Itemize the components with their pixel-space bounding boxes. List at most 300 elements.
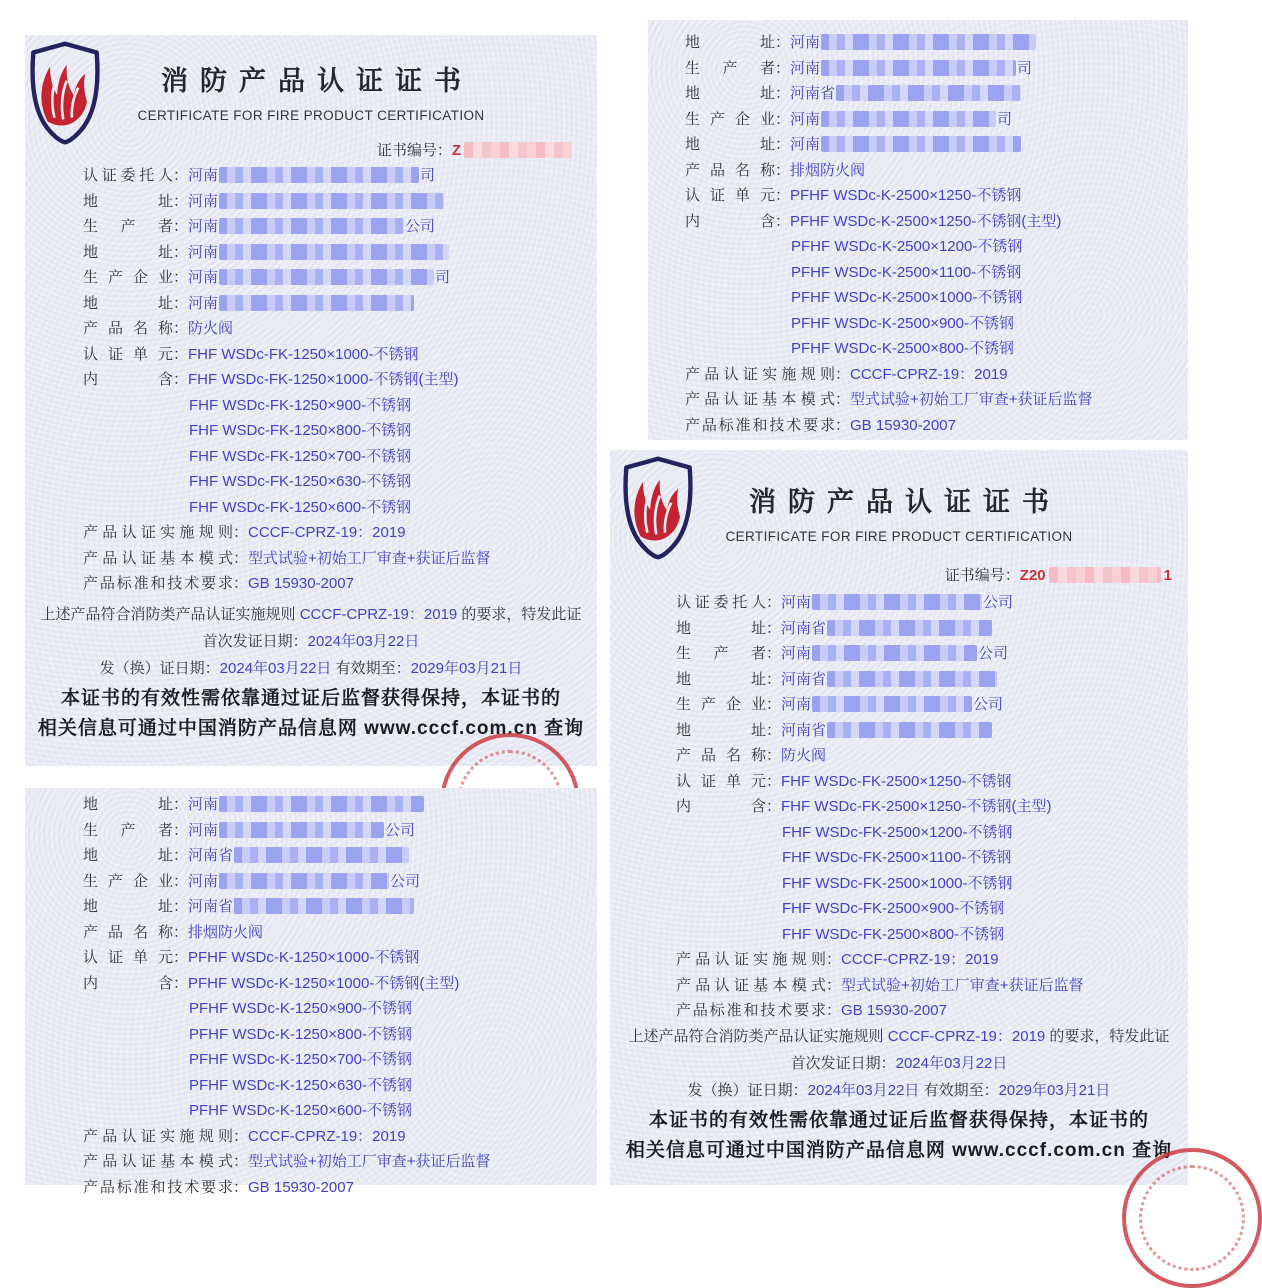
field-label: 地址	[83, 898, 173, 915]
field-value	[188, 796, 425, 813]
field-value	[850, 366, 1008, 383]
statement-line	[610, 1028, 1188, 1046]
certificate-fields	[685, 34, 1188, 434]
redaction-block	[836, 85, 1021, 101]
footer-text: 本证书的有效性需依靠通过证后监督获得保持，本证书的	[60, 688, 561, 709]
redaction-block	[827, 671, 997, 687]
value-text: PFHF WSDc-K-2500×1250-不锈钢(主型)	[790, 212, 1062, 230]
value-text: FHF WSDc-FK-1250×700-不锈钢	[189, 447, 412, 465]
field-value	[188, 346, 418, 363]
value-text: 公司	[405, 218, 436, 235]
field-value	[790, 85, 1022, 102]
field-row	[83, 524, 597, 541]
validity-notice-line-1	[610, 1109, 1188, 1132]
field-row	[676, 773, 1188, 790]
field-label: 产品名称	[685, 161, 775, 179]
value-text: 公司	[385, 821, 416, 839]
value-text: 河南省	[781, 670, 827, 688]
field-label: 认证单元	[685, 187, 775, 204]
field-label: 地址	[676, 670, 766, 688]
field-value	[188, 873, 420, 890]
field-label: 内含	[685, 212, 775, 230]
field-row	[83, 822, 597, 839]
field-row	[685, 187, 1188, 204]
model-row	[685, 264, 1188, 281]
redaction-block	[812, 594, 982, 610]
field-value	[189, 422, 411, 439]
field-label: 地址	[83, 294, 173, 312]
colon: ：	[775, 136, 791, 153]
field-value	[781, 773, 1011, 790]
field-value	[781, 722, 993, 739]
footer-text: 相关信息可通过中国消防产品信息网 www.cccf.com.cn 查询	[625, 1139, 1173, 1161]
field-row	[685, 417, 1188, 434]
redaction-block	[234, 847, 409, 863]
field-value	[782, 900, 1004, 917]
footer-text: 发（换）证日期：	[99, 660, 220, 677]
model-row	[83, 1051, 597, 1068]
value-text: CCCF-CPRZ-19：2019	[841, 951, 999, 968]
field-value	[781, 798, 1051, 815]
value-text: CCCF-CPRZ-19：2019	[248, 524, 406, 541]
first-issue-date-line	[25, 633, 597, 651]
cert-no-prefix: Z	[451, 142, 461, 159]
field-value	[188, 822, 415, 839]
model-row	[676, 900, 1188, 917]
value-text: FHF WSDc-FK-2500×1250-不锈钢	[781, 772, 1012, 790]
value-text: CCCF-CPRZ-19：2019	[248, 1127, 406, 1145]
footer-text: 2029年03月21日	[998, 1081, 1111, 1099]
footer-text: 首次发证日期：	[790, 1054, 896, 1072]
field-value	[790, 34, 1037, 51]
field-value	[790, 213, 1061, 230]
colon: ：	[835, 391, 851, 408]
field-value	[188, 218, 435, 235]
certificate-title: 消防产品认证证书	[749, 487, 1061, 517]
value-text: 司	[997, 110, 1013, 128]
field-row	[676, 594, 1188, 611]
field-row	[676, 798, 1188, 815]
value-text: 河南	[781, 696, 812, 713]
redaction-block	[821, 60, 1016, 76]
value-text: 河南	[790, 59, 821, 77]
field-label: 产品认证基本模式	[83, 549, 233, 567]
redaction-block	[821, 111, 996, 127]
field-row	[676, 671, 1188, 688]
field-row	[685, 162, 1188, 179]
field-label: 产品认证实施规则	[83, 1127, 233, 1145]
value-text: FHF WSDc-FK-2500×900-不锈钢	[782, 900, 1005, 917]
field-row	[83, 1128, 597, 1145]
colon: ：	[173, 847, 189, 864]
field-value	[841, 977, 1084, 994]
redaction-block	[812, 645, 977, 661]
colon: ：	[775, 187, 791, 204]
colon: ：	[173, 371, 189, 388]
field-label: 产品认证实施规则	[685, 365, 835, 383]
value-text: 司	[435, 269, 451, 286]
field-label: 内含	[83, 371, 173, 388]
field-value	[189, 473, 411, 490]
model-row	[83, 1102, 597, 1119]
colon: ：	[766, 747, 782, 764]
field-label: 产品认证基本模式	[685, 391, 835, 408]
footer-text: 发（换）证日期：	[687, 1081, 808, 1099]
field-value	[189, 1051, 412, 1068]
value-text: 河南省	[790, 85, 836, 102]
field-value	[189, 397, 411, 414]
value-text: 河南	[781, 594, 812, 611]
redaction-block	[219, 244, 449, 260]
value-text: FHF WSDc-FK-2500×1000-不锈钢	[782, 874, 1013, 892]
value-text: 型式试验+初始工厂审查+获证后监督	[248, 1153, 491, 1170]
certificate-header	[25, 35, 597, 123]
field-row	[83, 193, 597, 210]
field-value	[781, 594, 1013, 611]
value-text: 司	[420, 167, 436, 184]
field-value	[841, 1002, 947, 1019]
colon: ：	[173, 243, 189, 261]
field-value	[248, 524, 406, 541]
redaction-block	[821, 136, 1021, 152]
field-value	[188, 898, 415, 915]
statement-line	[25, 606, 597, 624]
value-text: 河南	[188, 821, 219, 839]
field-value	[781, 620, 993, 637]
field-value	[189, 448, 411, 465]
field-value	[189, 1026, 412, 1043]
field-label: 产品标准和技术要求	[83, 575, 233, 592]
field-value	[188, 320, 233, 337]
field-label: 产品认证实施规则	[676, 951, 826, 968]
value-text: FHF WSDc-FK-1250×800-不锈钢	[189, 422, 412, 439]
footer-text: 2024年03月22日	[219, 660, 332, 677]
value-text: FHF WSDc-FK-1250×1000-不锈钢(主型)	[188, 371, 459, 388]
field-label: 产品认证基本模式	[83, 1153, 233, 1170]
value-text: PFHF WSDc-K-1250×900-不锈钢	[189, 1000, 412, 1017]
field-row	[83, 320, 597, 337]
field-label: 地址	[676, 619, 766, 637]
field-value	[188, 193, 445, 210]
field-row	[685, 34, 1188, 51]
colon: ：	[173, 898, 189, 915]
value-text: PFHF WSDc-K-2500×1250-不锈钢	[790, 187, 1022, 204]
field-label: 地址	[685, 34, 775, 51]
footer-text: 2024年03月22日	[807, 1081, 920, 1099]
field-label: 生产者	[83, 821, 173, 839]
certificate-number-line	[25, 139, 597, 159]
colon: ：	[775, 34, 791, 51]
colon: ：	[233, 524, 249, 541]
fire-shield-logo-icon	[614, 452, 702, 564]
first-issue-date-line	[610, 1055, 1188, 1073]
cert-no-suffix: 1	[1163, 567, 1172, 584]
colon: ：	[173, 974, 189, 992]
field-row	[83, 949, 597, 966]
field-row	[83, 346, 597, 363]
model-row	[83, 1077, 597, 1094]
field-label: 产品认证实施规则	[83, 524, 233, 541]
colon: ：	[233, 1153, 249, 1170]
value-text: 公司	[973, 696, 1004, 713]
value-text: PFHF WSDc-K-2500×1100-不锈钢	[791, 263, 1022, 281]
value-text: GB 15930-2007	[248, 575, 354, 592]
value-text: PFHF WSDc-K-1250×600-不锈钢	[189, 1102, 412, 1119]
value-text: PFHF WSDc-K-1250×800-不锈钢	[189, 1025, 412, 1043]
footer-text: 上述产品符合消防类产品认证实施规则	[628, 1027, 888, 1045]
colon: ：	[766, 670, 782, 688]
field-value	[790, 60, 1032, 77]
colon: ：	[233, 1178, 249, 1196]
value-text: FHF WSDc-FK-1250×1000-不锈钢	[188, 345, 419, 363]
footer-text: 相关信息可通过中国消防产品信息网 www.cccf.com.cn 查询	[37, 718, 585, 739]
colon: ：	[766, 645, 782, 662]
redaction-block	[219, 295, 414, 311]
certificate-footer	[610, 1028, 1188, 1162]
fire-shield-logo-icon	[21, 37, 109, 149]
footer-text: CCCF-CPRZ-19：2019	[299, 606, 458, 623]
certificate-number-line	[610, 564, 1188, 584]
footer-text: 2024年03月22日	[895, 1054, 1008, 1072]
field-label: 产品标准和技术要求	[83, 1178, 233, 1196]
field-row	[83, 269, 597, 286]
field-label: 地址	[685, 85, 775, 102]
field-label: 地址	[83, 192, 173, 210]
field-label: 地址	[83, 243, 173, 261]
field-label: 生产者	[685, 59, 775, 77]
colon: ：	[766, 798, 782, 815]
field-value	[791, 264, 1021, 281]
redaction-block	[219, 193, 444, 209]
field-row	[83, 898, 597, 915]
value-text: 司	[1017, 59, 1033, 77]
certificate-top-left	[25, 35, 597, 766]
model-row	[83, 473, 597, 490]
colon: ：	[233, 549, 249, 567]
field-row	[685, 136, 1188, 153]
field-value	[781, 696, 1003, 713]
reissue-date-line	[25, 660, 597, 678]
redaction-block	[219, 269, 434, 285]
model-row	[83, 397, 597, 414]
colon: ：	[173, 872, 189, 890]
field-row	[685, 213, 1188, 230]
colon: ：	[826, 1002, 842, 1019]
field-value	[791, 340, 1014, 357]
colon: ：	[173, 320, 189, 337]
value-text: 河南省	[188, 847, 234, 864]
certificate-subtitle-en: CERTIFICATE FOR FIRE PRODUCT CERTIFICATION	[137, 108, 485, 123]
field-label: 产品认证基本模式	[676, 976, 826, 994]
footer-text: 2024年03月22日	[307, 633, 420, 650]
field-value	[188, 295, 415, 312]
red-seal-stamp	[1122, 1148, 1262, 1288]
field-value	[850, 417, 956, 434]
value-text: FHF WSDc-FK-2500×1200-不锈钢	[782, 823, 1013, 841]
colon: ：	[173, 345, 189, 363]
value-text: GB 15930-2007	[248, 1178, 354, 1196]
field-value	[782, 824, 1012, 841]
colon: ：	[173, 949, 189, 966]
field-label: 生产企业	[83, 872, 173, 890]
value-text: 河南	[188, 243, 219, 261]
footer-text: CCCF-CPRZ-19：2019	[887, 1027, 1046, 1045]
field-row	[676, 645, 1188, 662]
value-text: 河南省	[781, 721, 827, 739]
field-row	[685, 111, 1188, 128]
field-row	[676, 722, 1188, 739]
redaction-block	[219, 167, 419, 183]
field-value	[189, 1000, 412, 1017]
value-text: 河南	[188, 192, 219, 210]
value-text: FHF WSDc-FK-1250×630-不锈钢	[189, 473, 412, 490]
field-label: 生产者	[83, 218, 173, 235]
field-value	[248, 575, 354, 592]
redaction-block	[219, 873, 389, 889]
model-row	[676, 824, 1188, 841]
field-row	[83, 575, 597, 592]
field-value	[248, 1179, 354, 1196]
value-text: 河南	[188, 872, 219, 890]
colon: ：	[766, 772, 782, 790]
redaction-block	[234, 898, 414, 914]
certificate-bottom-left	[25, 788, 597, 1196]
value-text: 河南	[790, 110, 821, 128]
model-row	[685, 315, 1188, 332]
colon: ：	[775, 212, 791, 230]
validity-notice-line-2	[610, 1139, 1188, 1162]
field-label: 产品标准和技术要求	[685, 416, 835, 434]
field-label: 认证委托人	[676, 594, 766, 611]
field-row	[685, 85, 1188, 102]
colon: ：	[173, 294, 189, 312]
field-row	[83, 218, 597, 235]
field-value	[781, 645, 1008, 662]
field-row	[83, 847, 597, 864]
value-text: GB 15930-2007	[841, 1002, 947, 1019]
field-value	[781, 671, 998, 688]
cert-no-redaction	[1049, 567, 1161, 583]
certificate-fields	[83, 796, 597, 1196]
field-value	[188, 269, 450, 286]
value-text: 河南省	[781, 619, 827, 637]
field-label: 地址	[676, 721, 766, 739]
colon: ：	[775, 161, 791, 179]
colon: ：	[826, 951, 842, 968]
field-row	[83, 796, 597, 813]
colon: ：	[173, 269, 189, 286]
field-row	[83, 295, 597, 312]
field-value	[782, 875, 1012, 892]
colon: ：	[775, 85, 791, 102]
field-value	[781, 747, 826, 764]
value-text: PFHF WSDc-K-1250×1000-不锈钢(主型)	[188, 974, 460, 992]
field-row	[83, 244, 597, 261]
field-label: 地址	[83, 847, 173, 864]
colon: ：	[835, 365, 851, 383]
field-row	[83, 167, 597, 184]
cert-no-label: 证书编号：	[944, 567, 1020, 584]
value-text: PFHF WSDc-K-2500×1000-不锈钢	[791, 289, 1023, 306]
certificate-fields	[83, 167, 597, 592]
field-label: 产品名称	[676, 747, 766, 764]
footer-text: 有效期至：	[331, 660, 411, 677]
field-label: 产品名称	[83, 320, 173, 337]
colon: ：	[173, 167, 189, 184]
field-label: 生产企业	[685, 110, 775, 128]
model-row	[676, 875, 1188, 892]
footer-text: 本证书的有效性需依靠通过证后监督获得保持，本证书的	[648, 1109, 1149, 1131]
colon: ：	[766, 696, 782, 713]
field-row	[676, 977, 1188, 994]
field-value	[782, 926, 1004, 943]
field-row	[83, 975, 597, 992]
certificate-fields	[676, 594, 1188, 1019]
field-label: 地址	[83, 796, 173, 813]
redaction-block	[821, 34, 1036, 50]
value-text: PFHF WSDc-K-1250×700-不锈钢	[189, 1051, 412, 1068]
field-label: 生产企业	[83, 269, 173, 286]
model-row	[676, 926, 1188, 943]
model-row	[83, 422, 597, 439]
value-text: 河南	[188, 167, 219, 184]
value-text: 型式试验+初始工厂审查+获证后监督	[850, 391, 1093, 408]
field-row	[685, 366, 1188, 383]
field-label: 地址	[685, 136, 775, 153]
field-value	[188, 847, 410, 864]
field-value	[791, 315, 1014, 332]
field-row	[685, 60, 1188, 77]
field-value	[188, 371, 458, 388]
value-text: PFHF WSDc-K-1250×1000-不锈钢	[188, 949, 420, 966]
certificate-header	[610, 450, 1188, 544]
redaction-block	[219, 218, 404, 234]
footer-text: 的要求，特发此证	[457, 606, 582, 623]
value-text: 河南	[188, 218, 219, 235]
footer-text: 首次发证日期：	[202, 633, 308, 650]
field-row	[83, 1179, 597, 1196]
field-value	[248, 1128, 406, 1145]
field-row	[676, 696, 1188, 713]
certificate-footer	[25, 606, 597, 740]
field-row	[83, 873, 597, 890]
value-text: 河南省	[188, 898, 234, 915]
value-text: 河南	[790, 136, 821, 153]
field-value	[248, 550, 491, 567]
redaction-block	[812, 696, 972, 712]
value-text: FHF WSDc-FK-1250×600-不锈钢	[189, 498, 412, 516]
redaction-block	[827, 620, 992, 636]
certificate-top-right	[648, 20, 1188, 440]
value-text: 排烟防火阀	[188, 923, 264, 941]
value-text: FHF WSDc-FK-1250×900-不锈钢	[189, 396, 412, 414]
colon: ：	[173, 796, 189, 813]
field-value	[790, 136, 1022, 153]
redaction-block	[827, 722, 992, 738]
field-row	[83, 371, 597, 388]
value-text: 河南	[188, 796, 219, 813]
footer-text: 的要求，特发此证	[1045, 1027, 1170, 1045]
certificate-bottom-right	[610, 450, 1188, 1185]
value-text: 河南	[781, 645, 812, 662]
colon: ：	[766, 721, 782, 739]
colon: ：	[775, 110, 791, 128]
model-row	[83, 1000, 597, 1017]
field-value	[790, 162, 865, 179]
field-value	[188, 924, 263, 941]
colon: ：	[775, 59, 791, 77]
value-text: 防火阀	[781, 747, 827, 764]
